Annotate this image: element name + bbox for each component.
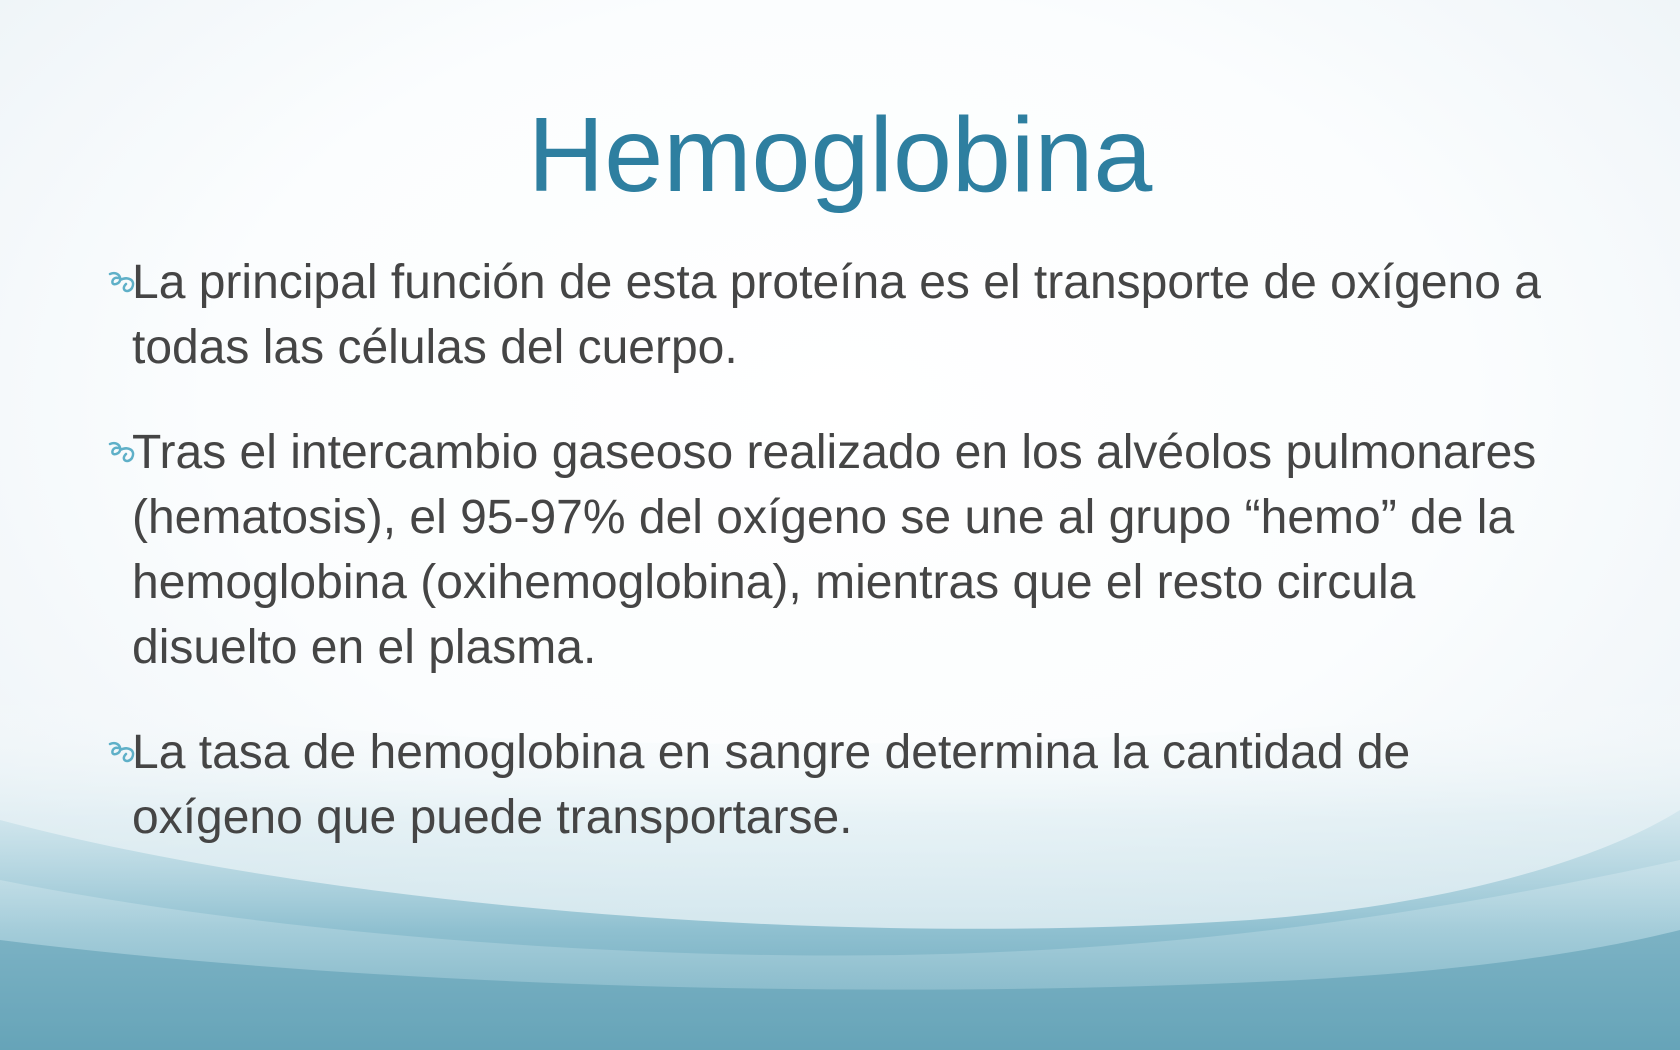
bullet-list — [108, 250, 1588, 890]
slide-title: Hemoglobina — [527, 96, 1153, 214]
bullet-text: La tasa de hemoglobina en sangre determina la cantidad de oxígeno que puede transportarse. — [132, 726, 1411, 844]
bullet-item — [108, 720, 1588, 850]
bullet-text: La principal función de esta proteína es el transporte de oxígeno a todas las células del cuerpo. — [132, 256, 1541, 374]
bullet-item — [108, 420, 1588, 680]
bullet-text: Tras el intercambio gaseoso realizado en los alvéolos pulmonares (hematosis), el 95-97% del oxígeno se une al grupo “hemo” de la hemoglobina (oxihemoglobina), mientras que el resto circula disuelto en el plasma. — [132, 426, 1537, 674]
swirl-bullet-icon — [106, 266, 148, 298]
swirl-bullet-icon — [106, 736, 148, 768]
bullet-item — [108, 250, 1588, 380]
swirl-bullet-icon — [106, 436, 148, 468]
